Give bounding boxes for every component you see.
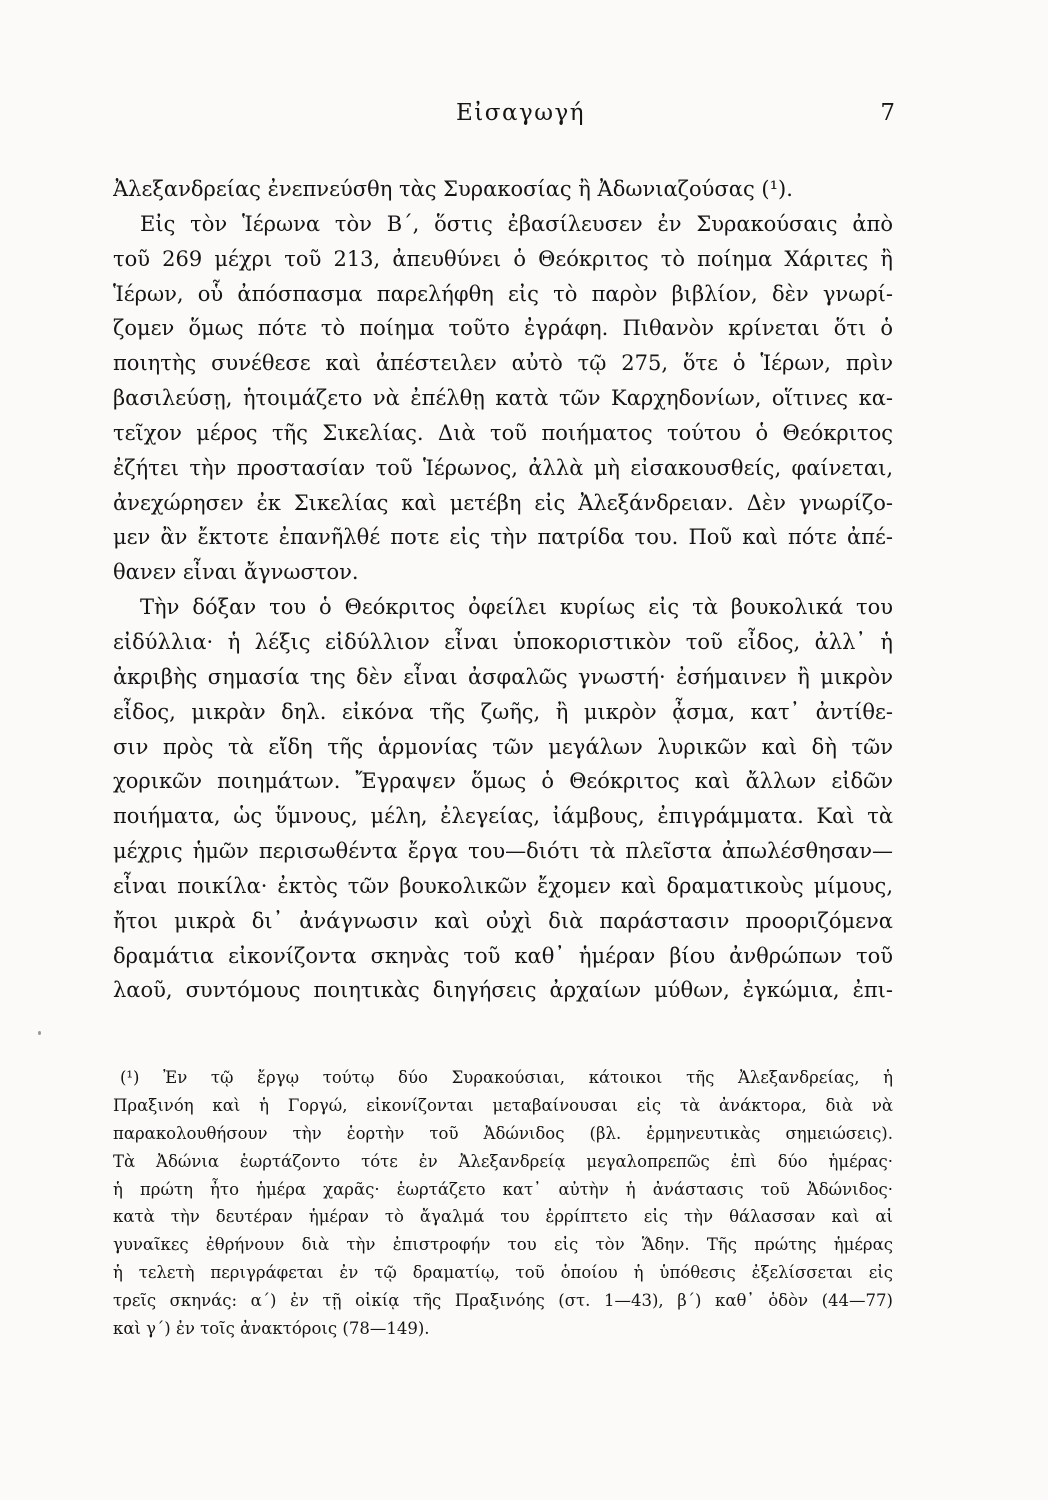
text-line: Τὴν δόξαν του ὁ Θεόκριτος ὀφείλει κυρίως εἰς τὰ βουκολικά του — [140, 595, 893, 620]
print-speck — [38, 1031, 41, 1035]
running-title: Εἰσαγωγή — [456, 100, 586, 126]
text-line: ποιήματα, ὡς ὕμνους, μέλη, ἐλεγείας, ἰάμβους, ἐπιγράμματα. Καὶ τὰ — [113, 804, 893, 829]
footnote-line: Τὰ Ἀδώνια ἑωρτάζοντο τότε ἐν Ἀλεξανδρείᾳ μεγαλοπρεπῶς ἐπὶ δύο ἡμέρας· — [113, 1151, 893, 1171]
text-line: εἶναι ποικίλα· ἐκτὸς τῶν βουκολικῶν ἔχομεν καὶ δραματικοὺς μίμους, — [113, 873, 893, 898]
footnote-line: Πραξινόη καὶ ἡ Γοργώ, εἰκονίζονται μεταβαίνουσαι εἰς τὰ ἀνάκτορα, διὰ νὰ — [113, 1095, 893, 1115]
text-line: Εἰς τὸν Ἱέρωνα τὸν Β΄, ὅστις ἐβασίλευσεν ἐν Συρακούσαις ἀπὸ — [140, 211, 893, 236]
footnote-line: ἡ τελετὴ περιγράφεται ἐν τῷ δραματίῳ, τοῦ ὁποίου ἡ ὑπόθεσις ἐξελίσσεται εἰς — [113, 1263, 893, 1283]
footnote-line: ἡ πρώτη ἦτο ἡμέρα χαρᾶς· ἑωρτάζετο κατ᾽ αὐτὴν ἡ ἀνάστασις τοῦ Ἀδώνιδος· — [113, 1179, 893, 1199]
text-line: σιν πρὸς τὰ εἴδη τῆς ἁρμονίας τῶν μεγάλων λυρικῶν καὶ δὴ τῶν — [113, 734, 893, 759]
page-number: 7 — [880, 100, 895, 126]
footnote — [113, 1064, 893, 1343]
text-line: βασιλεύσῃ, ἡτοιμάζετο νὰ ἐπέλθῃ κατὰ τῶν Καρχηδονίων, οἵτινες κα- — [113, 386, 893, 411]
text-line: Ἀλεξανδρείας ἐνεπνεύσθη τὰς Συρακοσίας ἢ Ἀδωνιαζούσας (¹). — [113, 177, 793, 201]
page-header — [0, 100, 1048, 140]
text-line: ζομεν ὅμως πότε τὸ ποίημα τοῦτο ἐγράφη. Πιθανὸν κρίνεται ὅτι ὁ — [113, 316, 893, 341]
main-text — [113, 172, 893, 1008]
footnote-line: (¹) Ἐν τῷ ἔργῳ τούτῳ δύο Συρακούσιαι, κάτοικοι τῆς Ἀλεξανδρείας, ἡ — [120, 1068, 893, 1087]
text-line: τεῖχον μέρος τῆς Σικελίας. Διὰ τοῦ ποιήματος τούτου ὁ Θεόκριτος — [113, 420, 893, 445]
text-line: Ἱέρων, οὗ ἀπόσπασμα παρελήφθη εἰς τὸ παρὸν βιβλίον, δὲν γνωρί- — [113, 281, 893, 306]
text-line: μέχρις ἡμῶν περισωθέντα ἔργα του—διότι τὰ πλεῖστα ἀπωλέσθησαν— — [113, 839, 893, 864]
text-line: τοῦ 269 μέχρι τοῦ 213, ἀπευθύνει ὁ Θεόκριτος τὸ ποίημα Χάριτες ἢ — [113, 246, 893, 271]
footnote-line: κατὰ τὴν δευτέραν ἡμέραν τὸ ἄγαλμά του ἐρρίπτετο εἰς τὴν θάλασσαν καὶ αἱ — [113, 1207, 893, 1227]
text-line: ἀκριβὴς σημασία της δὲν εἶναι ἀσφαλῶς γνωστή· ἐσήμαινεν ἢ μικρὸν — [113, 664, 893, 689]
text-line: ἐζήτει τὴν προστασίαν τοῦ Ἱέρωνος, ἀλλὰ μὴ εἰσακουσθείς, φαίνεται, — [113, 455, 893, 480]
text-line: ἤτοι μικρὰ δι᾽ ἀνάγνωσιν καὶ οὐχὶ διὰ παράστασιν προοριζόμενα — [113, 908, 893, 933]
text-line: θανεν εἶναι ἄγνωστον. — [113, 560, 359, 585]
text-line: χορικῶν ποιημάτων. Ἔγραψεν ὅμως ὁ Θεόκριτος καὶ ἄλλων εἰδῶν — [113, 769, 893, 794]
footnote-line: παρακολουθήσουν τὴν ἑορτὴν τοῦ Ἀδώνιδος (βλ. ἑρμηνευτικὰς σημειώσεις). — [113, 1123, 893, 1143]
text-line: δραμάτια εἰκονίζοντα σκηνὰς τοῦ καθ᾽ ἡμέραν βίου ἀνθρώπων τοῦ — [113, 943, 893, 968]
text-line: εἰδύλλια· ἡ λέξις εἰδύλλιον εἶναι ὑποκοριστικὸν τοῦ εἶδος, ἀλλ᾽ ἡ — [113, 629, 893, 654]
text-line: ποιητὴς συνέθεσε καὶ ἀπέστειλεν αὐτὸ τῷ 275, ὅτε ὁ Ἱέρων, πρὶν — [113, 351, 893, 376]
text-line: εἶδος, μικρὰν δηλ. εἰκόνα τῆς ζωῆς, ἢ μικρὸν ᾆσμα, κατ᾽ ἀντίθε- — [113, 699, 893, 724]
footnote-line: τρεῖς σκηνάς: α΄) ἐν τῇ οἰκίᾳ τῆς Πραξινόης (στ. 1—43), β΄) καθ᾽ ὁδὸν (44—77) — [113, 1291, 893, 1311]
text-line: ἀνεχώρησεν ἐκ Σικελίας καὶ μετέβη εἰς Ἀλεξάνδρειαν. Δὲν γνωρίζο- — [113, 490, 893, 515]
footnote-line: γυναῖκες ἐθρήνουν διὰ τὴν ἐπιστροφήν του εἰς τὸν Ἅδην. Τῆς πρώτης ἡμέρας — [113, 1235, 893, 1255]
footnote-line: καὶ γ΄) ἐν τοῖς ἀνακτόροις (78—149). — [113, 1319, 430, 1339]
text-line: λαοῦ, συντόμους ποιητικὰς διηγήσεις ἀρχαίων μύθων, ἐγκώμια, ἐπι- — [113, 978, 893, 1003]
text-line: μεν ἂν ἔκτοτε ἐπανῆλθέ ποτε εἰς τὴν πατρίδα του. Ποῦ καὶ πότε ἀπέ- — [113, 525, 893, 550]
